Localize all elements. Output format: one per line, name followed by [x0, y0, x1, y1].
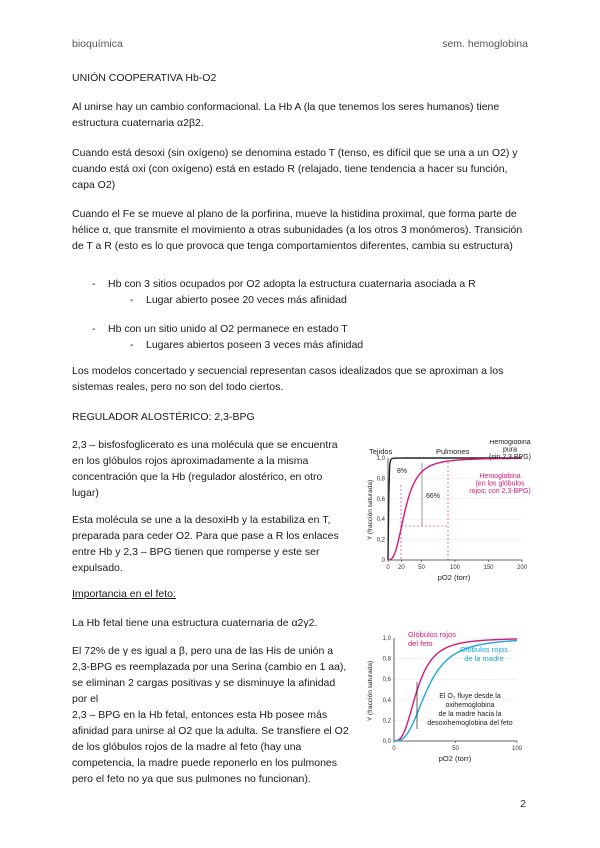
chart1-x-tick-label: 50: [418, 565, 425, 571]
fetal-maternal-oxygen-chart: [362, 626, 528, 766]
chart2-y-tick-label: 0,8: [382, 656, 391, 663]
section-heading-fetus: Importancia en el feto:: [72, 588, 176, 600]
bpg-oxygen-binding-chart: [360, 440, 532, 590]
chart1-x-tick-label: 20: [398, 565, 405, 571]
chart1-y-tick-label: 0,2: [376, 537, 385, 544]
chart2-label-flow: El O₂ fluye desde la oxihemoglobina de la madre hacia la desoxihemoglobina del feto: [427, 693, 513, 727]
chart1-label-delta2: 66%: [426, 493, 441, 500]
paragraph-models: Los modelos concertado y secuencial representan casos idealizados que se aproximan a los sistemas reales, pero no son del todo ciertos.: [72, 365, 504, 393]
chart2-x-tick-label: 100: [511, 746, 523, 752]
paragraph-bpg-binding: Esta molécula se une a la desoxiHb y la estabiliza en T, preparada para ceder O2. Para que pase a R los enlaces entre Hb y 2,3 – BPG tienen que romperse y este ser expulsado.: [72, 514, 339, 574]
paragraph-fetal-hb: La Hb fetal tiene una estructura cuaternaria de α2γ2.: [72, 617, 318, 629]
chart2-y-tick-label: 0,6: [382, 677, 391, 684]
chart2-x-label: pO2 (torr): [438, 754, 472, 763]
chart1-y-tick-label: 0,8: [376, 476, 385, 483]
chart1-y-tick-label: 0: [381, 558, 385, 564]
chart2-y-ticks: [383, 636, 392, 745]
chart1-x-ticks: [386, 560, 527, 571]
chart1-y-label: Y (fracción saturada): [367, 479, 374, 541]
paragraph-bpg-definition: 2,3 – bisfosfoglicerato es una molécula que se encuentra en los glóbulos rojos aproximadamente a la misma concentración que la Hb (regulador alostérico, en otro lugar): [72, 439, 338, 499]
chart1-label-lungs: Pulmones: [436, 447, 470, 456]
chart2-y-tick-label: 1,0: [382, 636, 391, 642]
bullet-3-sites: Hb con 3 sitios ocupados por O2 adopta la estructura cuaternaria asociada a R: [108, 278, 476, 290]
page-number: 2: [520, 798, 526, 810]
chart2-y-tick-label: 0,0: [382, 739, 391, 745]
chart2-x-tick-label: 0: [392, 746, 396, 752]
chart2-y-label: Y (fracción saturada): [367, 660, 374, 722]
chart1-label-pure: Hemoglobina pura (sin 2,3 BPG): [488, 440, 532, 461]
chart1-y-tick-label: 0,6: [376, 496, 385, 503]
chart1-label-delta1: 8%: [397, 468, 408, 475]
sub-bullet-3x: Lugares abiertos poseen 3 veces más afinidad: [146, 339, 364, 351]
paragraph-fetal-affinity: 2,3 – BPG en la Hb fetal, entonces esta Hb posee más afinidad para unirse al O2 que la adulta. Se transfiere el O2 de los glóbulos rojos de la madre al feto (hay una competencia, la madre puede reponerlo en los pulmones pero el feto no ya que sus pulmones no funcionan).: [72, 709, 349, 785]
chart1-x-tick-label: 200: [516, 565, 528, 571]
chart1-label-with-bpg: Hemoglobina (en los glóbulos rojos; con 2,3-BPG): [469, 473, 531, 495]
chart1-x-tick-label: 0: [386, 565, 390, 571]
chart1-x-label: pO2 (torr): [437, 573, 471, 582]
bullet-dash: -: [92, 278, 96, 290]
header-subject: bioquímica: [72, 38, 123, 50]
section-heading-allosteric-regulator: REGULADOR ALOSTÉRICO: 2,3-BPG: [72, 411, 255, 423]
paragraph-t-r-states: Cuando está desoxi (sin oxígeno) se denomina estado T (tenso, es difícil que se una a un O2) y cuando está oxi (con oxígeno) está en estado R (relajado, tiene tendencia a hacer su función, capa O2): [72, 147, 518, 191]
chart2-x-ticks: [392, 741, 522, 752]
chart1-y-tick-label: 1,0: [376, 456, 385, 462]
chart1-y-tick-label: 0,4: [376, 517, 385, 524]
sub-bullet-dash: -: [130, 294, 134, 306]
chart2-x-tick-label: 50: [452, 746, 459, 752]
paragraph-conformational-change: Al unirse hay un cambio conformacional. La Hb A (la que tenemos los seres humanos) tiene estructura cuaternaria α2β2.: [72, 101, 500, 129]
sub-bullet-20x: Lugar abierto posee 20 veces más afinidad: [146, 294, 347, 306]
chart2-y-tick-label: 0,2: [382, 718, 391, 725]
bullet-dash: -: [92, 323, 96, 335]
chart1-x-tick-label: 100: [449, 565, 461, 571]
chart1-label-tissues: Tejidos: [369, 447, 393, 456]
paragraph-fe-porphyrin: Cuando el Fe se mueve al plano de la porfirina, mueve la histidina proximal, que forma parte de hélice α, que transmite el movimiento a otras subunidades (a los otros 3 monómeros). Transición de T a R (esto es lo que provoca que tenga comportamientos diferentes, cambia su estructura): [72, 208, 523, 252]
section-heading-cooperative-binding: UNIÓN COOPERATIVA Hb-O2: [72, 72, 217, 84]
chart2-y-tick-label: 0,4: [382, 697, 391, 704]
paragraph-gamma-chain: El 72% de γ es igual a β, pero una de las His de unión a 2,3-BPG es reemplazada por una Serina (cambio en 1 aa), se eliminan 2 cargas positivas y se disminuye la afinidad por el: [72, 645, 347, 705]
chart1-y-ticks: [377, 456, 386, 564]
chart1-x-tick-label: 150: [483, 565, 494, 571]
chart2-label-fetal: Glóbulos rojos del feto: [408, 630, 456, 648]
chart2-label-maternal: Glóbulos rojos de la madre: [460, 645, 508, 663]
sub-bullet-dash: -: [130, 339, 134, 351]
bullet-1-site: Hb con un sitio unido al O2 permanece en estado T: [108, 323, 348, 335]
header-topic: sem. hemoglobina: [442, 38, 528, 50]
